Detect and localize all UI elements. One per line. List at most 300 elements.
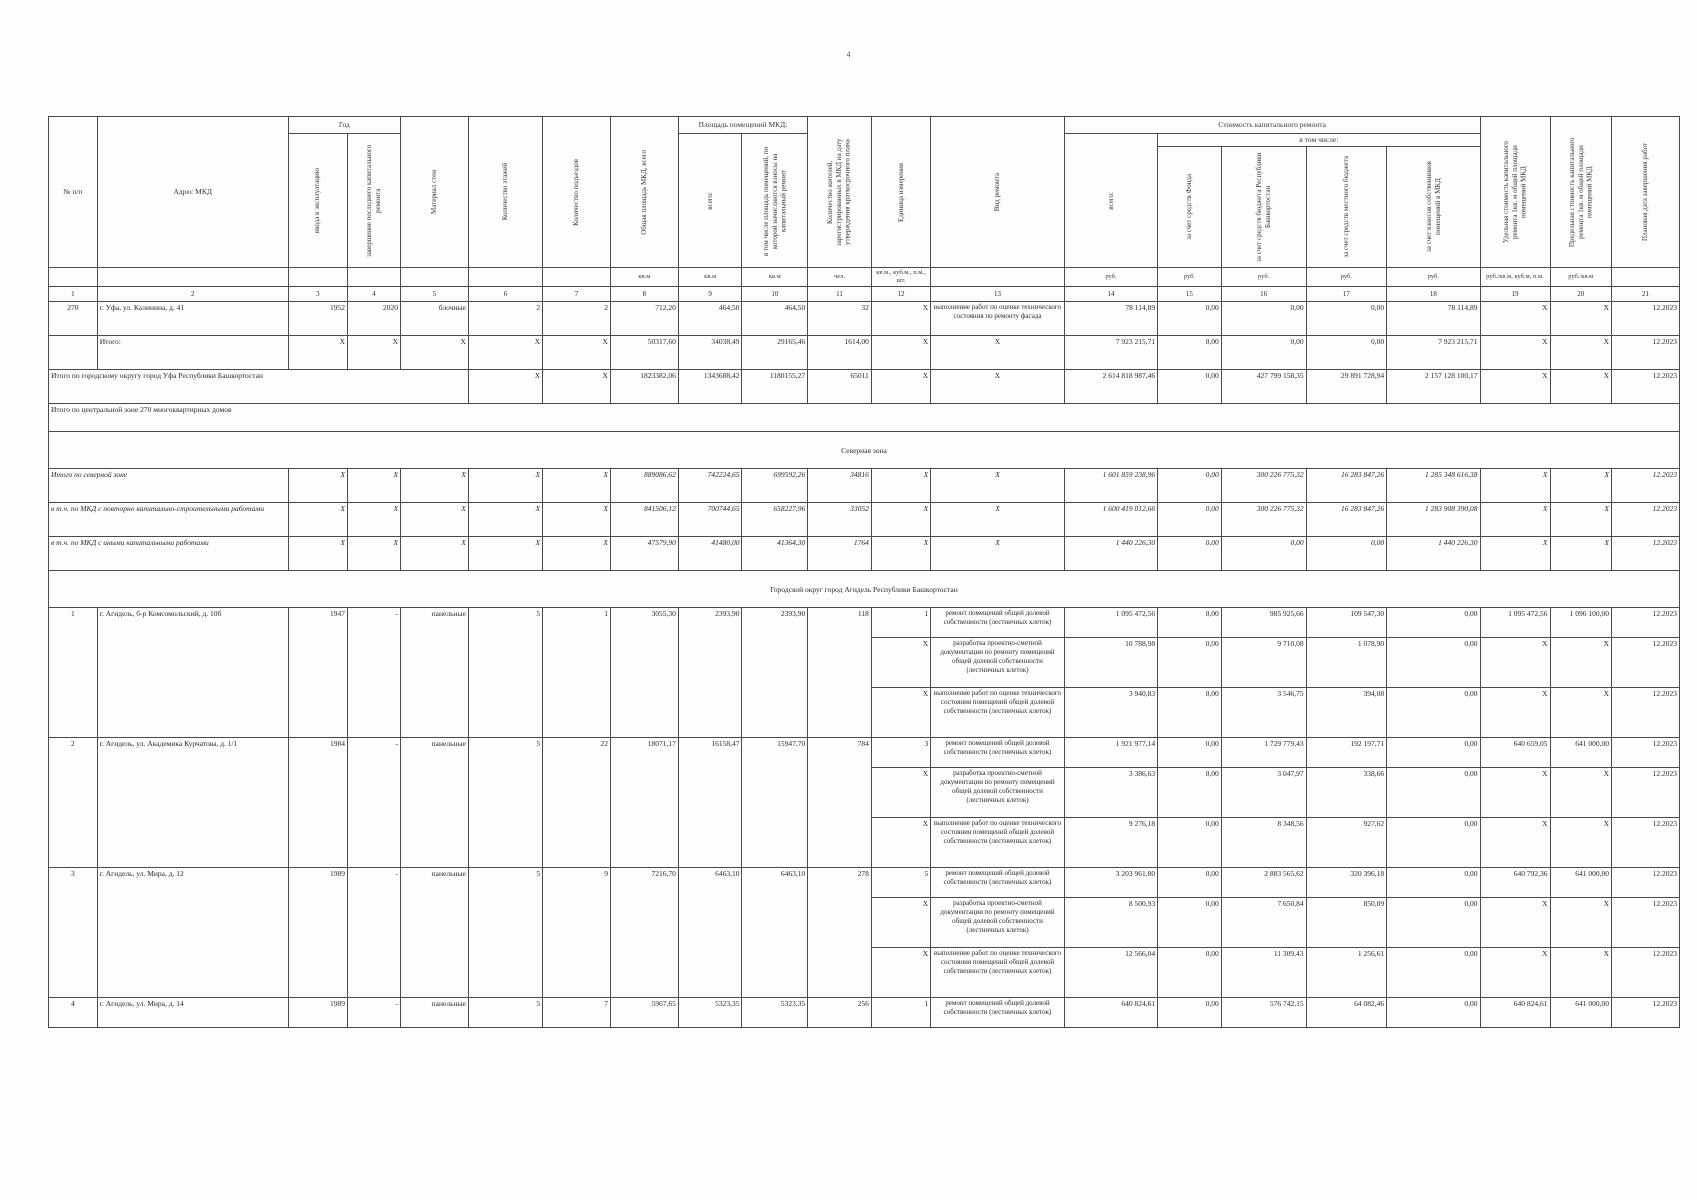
- cell-x: X: [1550, 469, 1612, 503]
- col-index: 1: [49, 287, 98, 302]
- cell-cost-republic: 9 710,08: [1221, 638, 1306, 688]
- cell-planned-date: 12.2023: [1612, 898, 1680, 948]
- col-index: 16: [1221, 287, 1306, 302]
- cell-residents: 278: [808, 868, 872, 998]
- cell-premises-owned: 6463,10: [742, 868, 808, 998]
- cell-cost-total: 3 940,83: [1064, 688, 1157, 738]
- cell-unit: X: [871, 818, 930, 868]
- cell-premises-total: 464,50: [678, 302, 742, 336]
- cell-cost-fund: 0,00: [1158, 738, 1222, 768]
- unit-cell: руб.: [1306, 268, 1387, 287]
- cell-cost-fund: 0,00: [1158, 898, 1222, 948]
- hdr-floors: Количество этажей: [468, 117, 542, 268]
- cell-material: блочные: [401, 302, 469, 336]
- cell-cost-owners: 0,00: [1387, 638, 1480, 688]
- cell-north-cap-label: в т.ч. по МКД с повторно капитально-строительными работами: [49, 503, 289, 537]
- cell-x: X: [543, 336, 611, 370]
- col-index: 15: [1158, 287, 1222, 302]
- cell-unit: X: [871, 302, 930, 336]
- cell-cost-fund: 0,00: [1158, 608, 1222, 638]
- hdr-year-commission: ввода в эксплуатацию: [288, 134, 347, 268]
- cell-x: X: [288, 537, 347, 571]
- cell-repair-type: разработка проектно-сметной документации по ремонту помещений общей долевой собственности (лестничных клеток): [931, 898, 1065, 948]
- hdr-cost-republic: за счет средств бюджета Республики Башкортостан: [1221, 147, 1306, 268]
- cell-unit: 5: [871, 868, 930, 898]
- col-index: 11: [808, 287, 872, 302]
- cell-planned-date: 12.2023: [1612, 302, 1680, 336]
- cell-x: X: [468, 537, 542, 571]
- cell-floors: 5: [468, 868, 542, 998]
- cell-x: X: [288, 336, 347, 370]
- cell-x: X: [931, 336, 1065, 370]
- col-index: 8: [610, 287, 678, 302]
- cell-cost-local: 0,00: [1306, 302, 1387, 336]
- cell-planned-date: 12.2023: [1612, 948, 1680, 998]
- cell-unit-cost: X: [1480, 818, 1550, 868]
- cell-cost-republic: 0,00: [1221, 336, 1306, 370]
- cell-year-repair: -: [348, 608, 401, 738]
- cell-cost-local: 16 283 847,26: [1306, 469, 1387, 503]
- col-index: 14: [1064, 287, 1157, 302]
- north-cap-row: [49, 503, 1680, 537]
- unit-cell: руб.: [1387, 268, 1480, 287]
- cell-cost-fund: 0,00: [1158, 336, 1222, 370]
- cell-material: панельные: [401, 608, 469, 738]
- col-index: 2: [97, 287, 288, 302]
- cell-north-total-label: Итого по северной зоне: [49, 469, 289, 503]
- cell-cost-owners: 78 114,89: [1387, 302, 1480, 336]
- central-total-row: [49, 404, 1680, 432]
- cell-cost-republic: 300 226 775,32: [1221, 503, 1306, 537]
- hdr-premises-total: всего:: [678, 134, 742, 268]
- cell-cost-owners: 0,00: [1387, 818, 1480, 868]
- cell-max-cost: 1 096 100,00: [1550, 608, 1612, 638]
- register-sheet: [48, 116, 1680, 1028]
- cell-cost-fund: 0,00: [1158, 688, 1222, 738]
- cell-cost-total: 1 921 977,14: [1064, 738, 1157, 768]
- cell-residents: 32: [808, 302, 872, 336]
- hdr-total-area: Общая площадь МКД, всего: [610, 117, 678, 268]
- house-row: [49, 868, 1680, 898]
- cell-x: X: [348, 336, 401, 370]
- cell-premises-total: 742224,65: [678, 469, 742, 503]
- cell-max-cost: X: [1550, 638, 1612, 688]
- cell-unit: X: [871, 898, 930, 948]
- cell-address: г. Агидель, б-р Комсомольский, д. 10б: [97, 608, 288, 738]
- cell-total-label: Итого:: [97, 336, 288, 370]
- cell-x: X: [468, 370, 542, 404]
- cell-cost-local: 927,62: [1306, 818, 1387, 868]
- cell-cost-owners: 0,00: [1387, 998, 1480, 1028]
- unit-cell: кв.м: [742, 268, 808, 287]
- cell-year-commission: 1952: [288, 302, 347, 336]
- unit-cell: руб./кв.м: [1550, 268, 1612, 287]
- cell-x: X: [543, 370, 611, 404]
- cell-material: панельные: [401, 738, 469, 868]
- cell-max-cost: X: [1550, 688, 1612, 738]
- cell-max-cost: X: [1550, 898, 1612, 948]
- cell-cost-fund: 0,00: [1158, 370, 1222, 404]
- cell-max-cost: X: [1550, 768, 1612, 818]
- cell-repair-type: ремонт помещений общей долевой собственности (лестничных клеток): [931, 998, 1065, 1028]
- col-index: 20: [1550, 287, 1612, 302]
- cell-cost-republic: 427 799 158,35: [1221, 370, 1306, 404]
- cell-cost-republic: 8 348,56: [1221, 818, 1306, 868]
- cell-cost-total: 3 386,63: [1064, 768, 1157, 818]
- cell-cost-fund: 0,00: [1158, 469, 1222, 503]
- cell-unit-cost: 640 792,36: [1480, 868, 1550, 898]
- cell-unit-cost: X: [1480, 638, 1550, 688]
- cell-agidel-title: Городской округ город Агидель Республики Башкортостан: [49, 571, 1680, 608]
- cell-total-area: 712,20: [610, 302, 678, 336]
- units-row: [49, 268, 1680, 287]
- cell-entrances: 2: [543, 302, 611, 336]
- cell-num: 270: [49, 302, 98, 336]
- cell-planned-date: 12.2023: [1612, 998, 1680, 1028]
- hdr-premises-owned: в том числе площадь помещений, по которой начисляются взносы на капитальный ремонт: [742, 134, 808, 268]
- cell-repair-type: выполнение работ по оценке технического состояния помещений общей долевой собственности (лестничных клеток): [931, 688, 1065, 738]
- cell-cost-total: 1 440 226,30: [1064, 537, 1157, 571]
- cell-north-other-label: в т.ч. по МКД с иными капитальными работами: [49, 537, 289, 571]
- cell-cost-owners: 0,00: [1387, 608, 1480, 638]
- cell-material: панельные: [401, 998, 469, 1028]
- cell-max-cost: X: [1550, 302, 1612, 336]
- cell-premises-total: 700744,65: [678, 503, 742, 537]
- cell-unit-cost: X: [1480, 688, 1550, 738]
- cell-cost-fund: 0,00: [1158, 868, 1222, 898]
- col-index: 3: [288, 287, 347, 302]
- cell-entrances: 7: [543, 998, 611, 1028]
- cell-year-commission: 1989: [288, 868, 347, 998]
- hdr-year-last-repair: завершение последнего капитального ремонта: [348, 134, 401, 268]
- cell-cost-local: 109 547,30: [1306, 608, 1387, 638]
- cell-floors: 5: [468, 608, 542, 738]
- cell-year-commission: 1947: [288, 608, 347, 738]
- cell-unit: X: [871, 638, 930, 688]
- col-index: 7: [543, 287, 611, 302]
- cell-x: X: [1550, 503, 1612, 537]
- hdr-including: в том числе:: [1158, 134, 1480, 147]
- cell-x: X: [931, 537, 1065, 571]
- cell-cost-owners: 0,00: [1387, 948, 1480, 998]
- table-body: [49, 287, 1680, 1028]
- unit-cell: кв.м: [610, 268, 678, 287]
- cell-cost-total: 78 114,89: [1064, 302, 1157, 336]
- hdr-residents: Количество жителей, зарегистрированных в МКД на дату утверждения краткосрочного плана: [808, 117, 872, 268]
- cell-x: X: [543, 537, 611, 571]
- cell-repair-type: разработка проектно-сметной документации по ремонту помещений общей долевой собственности (лестничных клеток): [931, 768, 1065, 818]
- north-zone-heading-row: [49, 432, 1680, 469]
- cell-cost-total: 640 824,61: [1064, 998, 1157, 1028]
- cell-cost-republic: 300 226 775,32: [1221, 469, 1306, 503]
- hdr-wall-material: Материал стен: [401, 117, 469, 268]
- cell-repair-type: ремонт помещений общей долевой собственности (лестничных клеток): [931, 608, 1065, 638]
- cell-x: X: [348, 469, 401, 503]
- cell-cost-owners: 7 923 215,71: [1387, 336, 1480, 370]
- cell-x: X: [931, 503, 1065, 537]
- cell-residents: 33052: [808, 503, 872, 537]
- cell-year-repair: -: [348, 738, 401, 868]
- cell-x: X: [348, 537, 401, 571]
- cell-total-area: 889086,62: [610, 469, 678, 503]
- cell-cost-local: 338,66: [1306, 768, 1387, 818]
- cell-cost-republic: 3 047,97: [1221, 768, 1306, 818]
- cell-planned-date: 12.2023: [1612, 738, 1680, 768]
- hdr-premises-group: Площадь помещений МКД:: [678, 117, 807, 134]
- agidel-heading-row: [49, 571, 1680, 608]
- cell-premises-owned: 29165,46: [742, 336, 808, 370]
- cell-max-cost: 641 000,00: [1550, 868, 1612, 898]
- cell-cost-local: 850,09: [1306, 898, 1387, 948]
- cell-premises-total: 6463,10: [678, 868, 742, 998]
- cell-ufa-total-label: Итого по городскому округу город Уфа Республики Башкортостан: [49, 370, 469, 404]
- cell-repair-type: выполнение работ по оценке технического состояния по ремонту фасада: [931, 302, 1065, 336]
- cell-cost-fund: 0,00: [1158, 998, 1222, 1028]
- cell-residents: 34816: [808, 469, 872, 503]
- cell-cost-local: 1 078,90: [1306, 638, 1387, 688]
- cell-repair-type: ремонт помещений общей долевой собственности (лестничных клеток): [931, 738, 1065, 768]
- cell-cost-local: 64 082,46: [1306, 998, 1387, 1028]
- cell-total-area: 18071,17: [610, 738, 678, 868]
- cell-unit-cost: 640 824,61: [1480, 998, 1550, 1028]
- unit-cell: чел.: [808, 268, 872, 287]
- cell-floors: 5: [468, 998, 542, 1028]
- cell-planned-date: 12.2023: [1612, 537, 1680, 571]
- cell-cost-local: 320 396,18: [1306, 868, 1387, 898]
- unit-cell: руб.: [1221, 268, 1306, 287]
- cell-year-commission: 1984: [288, 738, 347, 868]
- cell-premises-total: 34038,49: [678, 336, 742, 370]
- cell-planned-date: 12.2023: [1612, 608, 1680, 638]
- cell-premises-owned: 5323,35: [742, 998, 808, 1028]
- cell-premises-owned: 658227,96: [742, 503, 808, 537]
- cell-planned-date: 12.2023: [1612, 638, 1680, 688]
- cell-cost-republic: 985 925,66: [1221, 608, 1306, 638]
- cell-cost-fund: 0,00: [1158, 818, 1222, 868]
- cell-unit: 3: [871, 738, 930, 768]
- col-index: 18: [1387, 287, 1480, 302]
- cell-planned-date: 12.2023: [1612, 768, 1680, 818]
- hdr-cost-fund: за счет средств Фонда: [1158, 147, 1222, 268]
- cell-planned-date: 12.2023: [1612, 868, 1680, 898]
- cell-cost-owners: 0,00: [1387, 688, 1480, 738]
- cell-x: X: [348, 503, 401, 537]
- cell-premises-owned: 699592,26: [742, 469, 808, 503]
- cell-cost-fund: 0,00: [1158, 638, 1222, 688]
- cell-cost-local: 0,00: [1306, 336, 1387, 370]
- cell-premises-total: 16158,47: [678, 738, 742, 868]
- hdr-num: № п/п: [49, 117, 98, 268]
- unit-cell: руб.: [1064, 268, 1157, 287]
- hdr-cost-total: всего:: [1064, 134, 1157, 268]
- cell-cost-owners: 1 283 908 390,08: [1387, 503, 1480, 537]
- cell-address: г. Уфа, ул. Калинина, д. 41: [97, 302, 288, 336]
- cell-x: X: [871, 503, 930, 537]
- cell-cost-republic: 0,00: [1221, 537, 1306, 571]
- cell-planned-date: 12.2023: [1612, 336, 1680, 370]
- cell-x: X: [1550, 537, 1612, 571]
- cell-unit: 1: [871, 608, 930, 638]
- cell-x: X: [1480, 503, 1550, 537]
- cell-x: X: [931, 370, 1065, 404]
- cell-x: X: [401, 469, 469, 503]
- cell-x: X: [288, 503, 347, 537]
- column-index-row: [49, 287, 1680, 302]
- cell-x: X: [401, 537, 469, 571]
- col-index: 17: [1306, 287, 1387, 302]
- cell-x: X: [871, 370, 930, 404]
- cell-residents: 1614,00: [808, 336, 872, 370]
- cell-cost-total: 10 788,98: [1064, 638, 1157, 688]
- cell-premises-total: 41480,00: [678, 537, 742, 571]
- cell-num: 1: [49, 608, 98, 738]
- col-index: 9: [678, 287, 742, 302]
- cell-x: X: [871, 469, 930, 503]
- cell-cost-republic: 7 650,84: [1221, 898, 1306, 948]
- cell-x: X: [871, 537, 930, 571]
- col-index: 4: [348, 287, 401, 302]
- hdr-year-group: Год: [288, 117, 400, 134]
- cell-cost-total: 9 276,18: [1064, 818, 1157, 868]
- cell-year-repair: 2020: [348, 302, 401, 336]
- hdr-planned-date: Плановая дата завершения работ: [1612, 117, 1680, 268]
- cell-premises-owned: 41364,30: [742, 537, 808, 571]
- cell-max-cost: X: [1550, 818, 1612, 868]
- cell-cost-local: 394,08: [1306, 688, 1387, 738]
- unit-cell: кв.м., куб.м., п.м., шт.: [871, 268, 930, 287]
- cell-residents: 256: [808, 998, 872, 1028]
- north-total-row: [49, 469, 1680, 503]
- cell-cost-owners: 1 440 226,30: [1387, 537, 1480, 571]
- cell-unit-cost: X: [1480, 948, 1550, 998]
- cell-x: X: [931, 469, 1065, 503]
- cell-material: панельные: [401, 868, 469, 998]
- cell-cost-owners: 0,00: [1387, 898, 1480, 948]
- cell-repair-type: выполнение работ по оценке технического состояния помещений общей долевой собственности (лестничных клеток): [931, 818, 1065, 868]
- cell-total-area: 5967,65: [610, 998, 678, 1028]
- cell-unit-cost: X: [1480, 898, 1550, 948]
- cell-cost-fund: 0,00: [1158, 302, 1222, 336]
- cell-address: г. Агидель, ул. Академика Курчатова, д. 1/1: [97, 738, 288, 868]
- page-number: 4: [846, 50, 851, 59]
- unit-cell: кв.м: [678, 268, 742, 287]
- hdr-cost-owners: за счет взносов собственников помещений в МКД: [1387, 147, 1480, 268]
- cell-num: 3: [49, 868, 98, 998]
- cell-cost-local: 29 891 728,94: [1306, 370, 1387, 404]
- cell-num: 2: [49, 738, 98, 868]
- cell-x: X: [401, 503, 469, 537]
- cell-repair-type: разработка проектно-сметной документации по ремонту помещений общей долевой собственности (лестничных клеток): [931, 638, 1065, 688]
- cell-max-cost: 641 000,00: [1550, 998, 1612, 1028]
- cell-cost-fund: 0,00: [1158, 537, 1222, 571]
- cell-cost-local: 192 197,71: [1306, 738, 1387, 768]
- cell-cost-local: 16 283 847,26: [1306, 503, 1387, 537]
- cell-cost-total: 1 601 859 238,96: [1064, 469, 1157, 503]
- cell-x: X: [288, 469, 347, 503]
- col-index: 21: [1612, 287, 1680, 302]
- cell-unit-cost: 1 095 472,56: [1480, 608, 1550, 638]
- cell-cost-total: 7 923 215,71: [1064, 336, 1157, 370]
- hdr-cost-group: Стоимость капитального ремонта: [1064, 117, 1480, 134]
- cell-premises-owned: 1180155,27: [742, 370, 808, 404]
- cell-residents: 65011: [808, 370, 872, 404]
- cell-cost-fund: 0,00: [1158, 948, 1222, 998]
- cell-year-commission: 1989: [288, 998, 347, 1028]
- cell-floors: 5: [468, 738, 542, 868]
- cell-entrances: 1: [543, 608, 611, 738]
- cell-unit: X: [871, 948, 930, 998]
- hdr-address: Адрес МКД: [97, 117, 288, 268]
- cell-cost-fund: 0,00: [1158, 503, 1222, 537]
- cell-cost-republic: 3 546,75: [1221, 688, 1306, 738]
- cell-cost-republic: 11 309,43: [1221, 948, 1306, 998]
- cell-x: X: [468, 503, 542, 537]
- cell-cost-total: 1 095 472,56: [1064, 608, 1157, 638]
- cell-cost-total: 3 203 961,80: [1064, 868, 1157, 898]
- cell-planned-date: 12.2023: [1612, 503, 1680, 537]
- cell-cost-owners: 2 157 128 100,17: [1387, 370, 1480, 404]
- cell-cost-republic: 1 729 779,43: [1221, 738, 1306, 768]
- cell-x: X: [1480, 537, 1550, 571]
- cell-premises-total: 1343688,42: [678, 370, 742, 404]
- cell-unit: X: [871, 768, 930, 818]
- cell-entrances: 22: [543, 738, 611, 868]
- cell-address: г. Агидель, ул. Мира, д. 12: [97, 868, 288, 998]
- cell-year-repair: -: [348, 868, 401, 998]
- cell-planned-date: 12.2023: [1612, 469, 1680, 503]
- col-index: 6: [468, 287, 542, 302]
- cell-repair-type: выполнение работ по оценке технического состояния помещений общей долевой собственности (лестничных клеток): [931, 948, 1065, 998]
- ufa-total-row: [49, 370, 1680, 404]
- hdr-repair-type: Вид ремонта: [931, 117, 1065, 268]
- col-index: 5: [401, 287, 469, 302]
- cell-cost-owners: 0,00: [1387, 768, 1480, 818]
- cell-cost-total: 1 600 419 012,66: [1064, 503, 1157, 537]
- hdr-cost-local: за счет средств местного бюджета: [1306, 147, 1387, 268]
- cell-residents: 118: [808, 608, 872, 738]
- capital-repair-register-table: [48, 116, 1680, 1028]
- cell-cost-local: 1 256,61: [1306, 948, 1387, 998]
- cell-unit-cost: 640 659,05: [1480, 738, 1550, 768]
- cell-north-zone-title: Северная зона: [49, 432, 1680, 469]
- cell-x: X: [1480, 469, 1550, 503]
- unit-cell: руб./кв.м, куб.м, п.м.: [1480, 268, 1550, 287]
- cell-x: X: [871, 336, 930, 370]
- cell-cost-total: 12 566,04: [1064, 948, 1157, 998]
- cell-max-cost: 641 000,00: [1550, 738, 1612, 768]
- cell-x: X: [1480, 336, 1550, 370]
- hdr-measure-unit: Единица измерения: [871, 117, 930, 268]
- cell-total-area: 50317,60: [610, 336, 678, 370]
- cell-num: 4: [49, 998, 98, 1028]
- cell-cost-owners: 0,00: [1387, 868, 1480, 898]
- cell-x: X: [543, 503, 611, 537]
- cell-cost-republic: 2 883 565,62: [1221, 868, 1306, 898]
- cell-premises-owned: 464,50: [742, 302, 808, 336]
- hdr-unit-cost: Удельная стоимость капитального ремонта 1кв. м общей площади помещений МКД: [1480, 117, 1550, 268]
- col-index: 12: [871, 287, 930, 302]
- cell-unit: 1: [871, 998, 930, 1028]
- cell-cost-fund: 0,00: [1158, 768, 1222, 818]
- cell-residents: 784: [808, 738, 872, 868]
- cell-planned-date: 12.2023: [1612, 818, 1680, 868]
- cell-central-total-label: Итого по центральной зоне 270 многоквартирных домов: [49, 404, 1680, 432]
- cell-floors: 2: [468, 302, 542, 336]
- col-index: 19: [1480, 287, 1550, 302]
- cell-x: X: [468, 336, 542, 370]
- cell-cost-owners: 1 285 348 616,38: [1387, 469, 1480, 503]
- cell-planned-date: 12.2023: [1612, 688, 1680, 738]
